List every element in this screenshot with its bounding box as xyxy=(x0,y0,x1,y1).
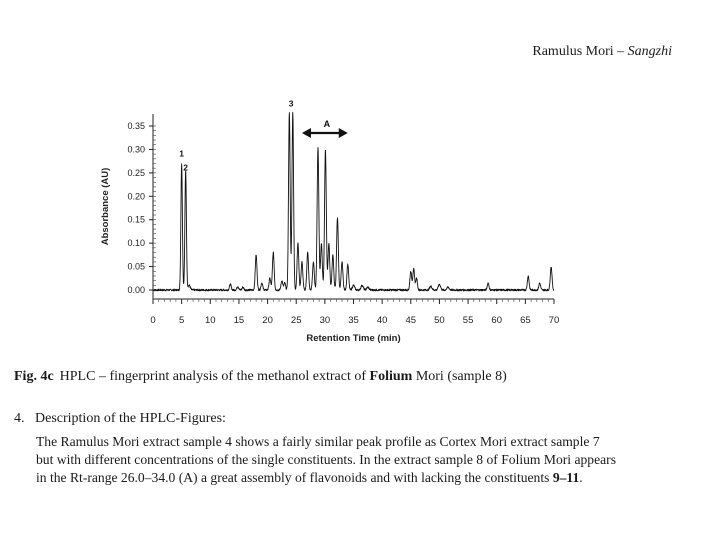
running-head-title: Ramulus Mori xyxy=(532,44,614,59)
y-tick-label: 0.35 xyxy=(127,121,145,131)
paragraph-line-3-bold: 9–11 xyxy=(552,470,580,485)
section-title: Description of the HPLC-Figures: xyxy=(35,411,226,426)
y-tick-label: 0.25 xyxy=(127,167,145,178)
y-tick-label: 0.00 xyxy=(127,285,145,295)
y-tick-label: 0.05 xyxy=(127,261,145,272)
chromatogram-trace xyxy=(153,112,554,290)
x-tick-label: 30 xyxy=(319,315,331,326)
paragraph-line-1: The Ramulus Mori extract sample 4 shows a fairly similar peak profile as Cortex Mori extract sample 7 xyxy=(36,434,600,449)
running-head-separator: – xyxy=(613,44,628,59)
x-tick-label: 5 xyxy=(178,315,185,326)
paragraph-line-2: but with different concentrations of the single constituents. In the extract sample 8 of Folium Mori appears xyxy=(36,452,616,467)
range-label-a: A xyxy=(323,119,331,130)
range-arrow-head-right xyxy=(339,128,348,138)
x-tick-label: 70 xyxy=(548,315,560,326)
x-tick-label: 0 xyxy=(150,315,156,326)
x-tick-label: 25 xyxy=(290,315,302,326)
y-tick-label: 0.15 xyxy=(127,214,145,225)
x-axis-label: Retention Time (min) xyxy=(306,333,401,344)
x-tick-label: 55 xyxy=(462,315,474,326)
paragraph-line-3-text: in the Rt-range 26.0–34.0 (A) a great assembly of flavonoids and with lacking the constituents xyxy=(36,470,553,485)
y-tick-label: 0.30 xyxy=(127,144,145,155)
figure-caption xyxy=(14,369,507,385)
caption-text-after: Mori (sample 8) xyxy=(412,369,507,384)
range-arrow-head-left xyxy=(302,128,311,138)
x-tick-label: 45 xyxy=(405,315,417,326)
y-tick-label: 0.20 xyxy=(127,191,145,202)
x-tick-label: 15 xyxy=(233,315,245,326)
caption-emphasis: Folium xyxy=(369,369,413,384)
paragraph-line-3 xyxy=(36,469,676,487)
running-head-subtitle: Sangzhi xyxy=(627,44,672,59)
paragraph-line-3-end: . xyxy=(579,470,583,485)
y-tick-label: 0.10 xyxy=(127,238,145,249)
x-tick-label: 10 xyxy=(204,315,216,326)
x-tick-label: 50 xyxy=(434,315,445,326)
description-paragraph xyxy=(36,433,676,487)
peak-label-3: 3 xyxy=(288,98,294,109)
x-tick-label: 35 xyxy=(348,315,359,326)
section-number: 4. xyxy=(14,411,25,426)
peak-label-1: 1 xyxy=(179,148,185,159)
x-tick-label: 65 xyxy=(520,315,531,326)
x-tick-label: 40 xyxy=(376,315,388,326)
section-heading xyxy=(14,411,226,427)
x-tick-label: 20 xyxy=(262,315,273,326)
caption-text-before: HPLC – fingerprint analysis of the methanol extract of xyxy=(59,369,370,384)
y-axis-label: Absorbance (AU) xyxy=(100,167,111,246)
x-tick-label: 60 xyxy=(491,315,503,326)
figure-label: Fig. 4c xyxy=(14,369,54,384)
peak-label-2: 2 xyxy=(183,162,189,173)
